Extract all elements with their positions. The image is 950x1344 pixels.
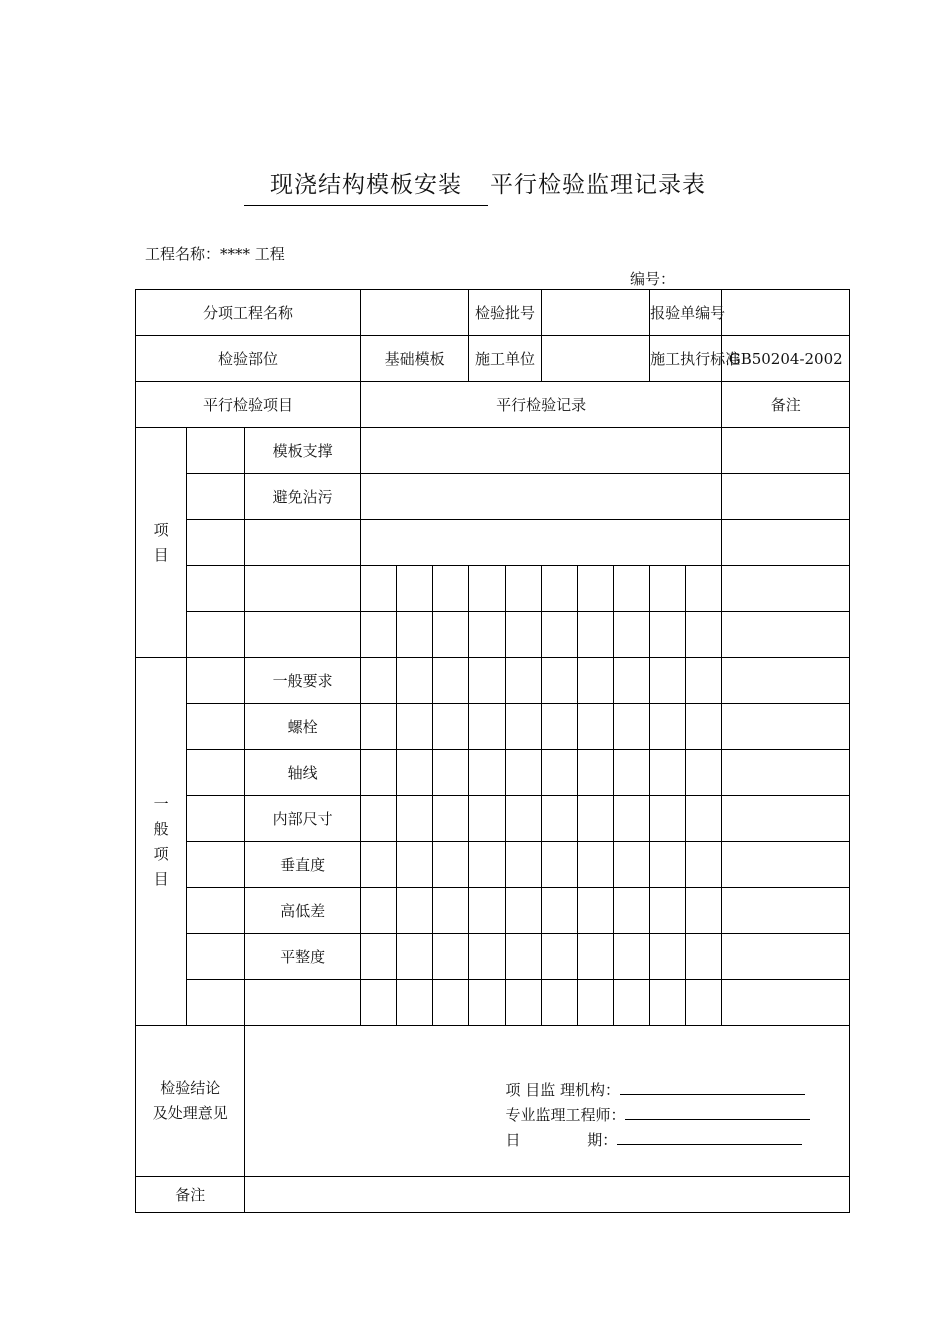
general-items-label: 一 般 项 目 xyxy=(136,658,187,1026)
table-cell[interactable] xyxy=(187,888,245,934)
batch-value[interactable] xyxy=(541,290,649,336)
record-cell[interactable] xyxy=(360,704,396,750)
record-cell[interactable] xyxy=(397,980,433,1026)
report-label: 报验单编号 xyxy=(650,290,722,336)
record-cell[interactable] xyxy=(469,566,505,612)
item-name-label: 分项工程名称 xyxy=(136,290,361,336)
unit-value[interactable] xyxy=(541,336,649,382)
record-cell[interactable] xyxy=(613,980,649,1026)
record-cell[interactable] xyxy=(360,934,396,980)
record-cell[interactable] xyxy=(577,980,613,1026)
record-cell[interactable] xyxy=(686,704,722,750)
engineer-line[interactable] xyxy=(625,1105,810,1120)
record-cell[interactable] xyxy=(360,658,396,704)
part-label: 检验部位 xyxy=(136,336,361,382)
record-cell[interactable] xyxy=(360,474,721,520)
record-cell[interactable] xyxy=(686,750,722,796)
note-cell[interactable] xyxy=(722,796,850,842)
table-cell[interactable] xyxy=(187,750,245,796)
main-items-label: 项 目 xyxy=(136,428,187,658)
record-cell[interactable] xyxy=(360,566,396,612)
record-cell[interactable] xyxy=(686,612,722,658)
general-item-name: 轴线 xyxy=(245,750,361,796)
record-cell[interactable] xyxy=(650,566,686,612)
record-cell[interactable] xyxy=(686,842,722,888)
record-cell[interactable] xyxy=(397,750,433,796)
col-note-header: 备注 xyxy=(722,382,850,428)
main-item-name xyxy=(245,612,361,658)
record-cell[interactable] xyxy=(577,612,613,658)
title-underlined: 现浇结构模板安装 xyxy=(244,166,488,206)
record-cell[interactable] xyxy=(686,658,722,704)
record-cell[interactable] xyxy=(469,658,505,704)
note-cell[interactable] xyxy=(722,658,850,704)
main-item-name xyxy=(245,520,361,566)
main-item-name: 模板支撑 xyxy=(245,428,361,474)
record-cell[interactable] xyxy=(541,612,577,658)
record-cell[interactable] xyxy=(360,750,396,796)
record-cell[interactable] xyxy=(469,612,505,658)
record-cell[interactable] xyxy=(686,796,722,842)
record-cell[interactable] xyxy=(397,658,433,704)
record-cell[interactable] xyxy=(397,612,433,658)
record-cell[interactable] xyxy=(397,796,433,842)
record-cell[interactable] xyxy=(541,566,577,612)
record-cell[interactable] xyxy=(433,750,469,796)
record-cell[interactable] xyxy=(469,888,505,934)
note-cell[interactable] xyxy=(722,980,850,1026)
report-value[interactable] xyxy=(722,290,850,336)
record-cell[interactable] xyxy=(650,842,686,888)
main-item-name xyxy=(245,566,361,612)
general-item-name: 垂直度 xyxy=(245,842,361,888)
record-cell[interactable] xyxy=(469,796,505,842)
record-cell[interactable] xyxy=(505,750,541,796)
record-cell[interactable] xyxy=(360,980,396,1026)
record-cell[interactable] xyxy=(577,750,613,796)
record-cell[interactable] xyxy=(360,428,721,474)
record-cell[interactable] xyxy=(433,888,469,934)
remark-value[interactable] xyxy=(245,1177,850,1213)
record-cell[interactable] xyxy=(577,796,613,842)
record-cell[interactable] xyxy=(577,566,613,612)
record-cell[interactable] xyxy=(650,980,686,1026)
table-cell[interactable] xyxy=(187,796,245,842)
engineer-label: 专业监理工程师： xyxy=(505,1106,626,1124)
record-cell[interactable] xyxy=(360,520,721,566)
record-cell[interactable] xyxy=(360,842,396,888)
record-cell[interactable] xyxy=(613,842,649,888)
record-cell[interactable] xyxy=(541,842,577,888)
record-cell[interactable] xyxy=(541,796,577,842)
note-cell[interactable] xyxy=(722,888,850,934)
record-cell[interactable] xyxy=(505,888,541,934)
record-cell[interactable] xyxy=(613,750,649,796)
title-rest: 平行检验监理记录表 xyxy=(490,172,706,198)
table-cell[interactable] xyxy=(187,980,245,1026)
note-cell[interactable] xyxy=(722,704,850,750)
record-cell[interactable] xyxy=(541,704,577,750)
code-label: 编号： xyxy=(630,270,676,288)
unit-label: 施工单位 xyxy=(469,336,541,382)
record-cell[interactable] xyxy=(397,566,433,612)
record-cell[interactable] xyxy=(505,980,541,1026)
record-cell[interactable] xyxy=(613,704,649,750)
general-item-name: 内部尺寸 xyxy=(245,796,361,842)
table-cell[interactable] xyxy=(187,934,245,980)
inspection-table xyxy=(135,289,850,1213)
date-line[interactable] xyxy=(617,1130,802,1145)
table-cell[interactable] xyxy=(187,704,245,750)
table-cell[interactable] xyxy=(187,474,245,520)
item-name-value[interactable] xyxy=(360,290,468,336)
record-cell[interactable] xyxy=(505,796,541,842)
general-item-name: 螺栓 xyxy=(245,704,361,750)
record-cell[interactable] xyxy=(686,888,722,934)
record-cell[interactable] xyxy=(650,612,686,658)
record-cell[interactable] xyxy=(650,658,686,704)
record-cell[interactable] xyxy=(360,612,396,658)
general-item-name: 一般要求 xyxy=(245,658,361,704)
record-cell[interactable] xyxy=(433,658,469,704)
record-cell[interactable] xyxy=(577,658,613,704)
record-cell[interactable] xyxy=(650,704,686,750)
record-cell[interactable] xyxy=(541,658,577,704)
conclusion-area[interactable] xyxy=(245,1026,850,1177)
record-cell[interactable] xyxy=(650,888,686,934)
standard-value[interactable]: GB50204-2002 xyxy=(722,336,850,382)
record-cell[interactable] xyxy=(469,842,505,888)
record-cell[interactable] xyxy=(613,888,649,934)
record-cell[interactable] xyxy=(613,566,649,612)
supervision-org-line[interactable] xyxy=(620,1080,805,1095)
record-cell[interactable] xyxy=(469,934,505,980)
project-name: 工程名称：**** 工程 xyxy=(145,245,285,263)
record-cell[interactable] xyxy=(469,980,505,1026)
record-cell[interactable] xyxy=(505,842,541,888)
record-cell[interactable] xyxy=(613,796,649,842)
record-cell[interactable] xyxy=(397,934,433,980)
table-cell[interactable] xyxy=(187,612,245,658)
record-cell[interactable] xyxy=(650,796,686,842)
record-cell[interactable] xyxy=(613,658,649,704)
record-cell[interactable] xyxy=(433,704,469,750)
record-cell[interactable] xyxy=(541,980,577,1026)
main-item-name: 避免沾污 xyxy=(245,474,361,520)
batch-label: 检验批号 xyxy=(469,290,541,336)
signature-block xyxy=(505,1078,810,1153)
record-cell[interactable] xyxy=(686,980,722,1026)
record-cell[interactable] xyxy=(541,750,577,796)
record-cell[interactable] xyxy=(433,796,469,842)
record-cell[interactable] xyxy=(469,750,505,796)
record-cell[interactable] xyxy=(577,888,613,934)
note-cell[interactable] xyxy=(722,612,850,658)
record-cell[interactable] xyxy=(433,566,469,612)
record-cell[interactable] xyxy=(433,612,469,658)
table-cell[interactable] xyxy=(187,658,245,704)
record-cell[interactable] xyxy=(686,566,722,612)
record-cell[interactable] xyxy=(577,842,613,888)
record-cell[interactable] xyxy=(505,704,541,750)
record-cell[interactable] xyxy=(433,842,469,888)
record-cell[interactable] xyxy=(650,750,686,796)
date-label: 日 期： xyxy=(505,1131,618,1149)
general-item-name: 高低差 xyxy=(245,888,361,934)
record-cell[interactable] xyxy=(541,888,577,934)
record-cell[interactable] xyxy=(505,566,541,612)
table-cell[interactable] xyxy=(187,428,245,474)
note-cell[interactable] xyxy=(722,842,850,888)
record-cell[interactable] xyxy=(541,934,577,980)
document-title xyxy=(0,166,950,206)
note-cell[interactable] xyxy=(722,934,850,980)
record-cell[interactable] xyxy=(613,934,649,980)
table-cell[interactable] xyxy=(187,842,245,888)
record-cell[interactable] xyxy=(397,888,433,934)
record-cell[interactable] xyxy=(505,612,541,658)
record-cell[interactable] xyxy=(686,934,722,980)
record-cell[interactable] xyxy=(613,612,649,658)
record-cell[interactable] xyxy=(577,704,613,750)
record-cell[interactable] xyxy=(397,704,433,750)
record-cell[interactable] xyxy=(360,796,396,842)
general-item-name: 平整度 xyxy=(245,934,361,980)
note-cell[interactable] xyxy=(722,750,850,796)
note-cell[interactable] xyxy=(722,520,850,566)
conclusion-label: 检验结论 及处理意见 xyxy=(136,1026,245,1177)
standard-label: 施工执行标准 xyxy=(650,336,722,382)
record-cell[interactable] xyxy=(397,842,433,888)
record-cell[interactable] xyxy=(433,934,469,980)
general-item-name xyxy=(245,980,361,1026)
record-cell[interactable] xyxy=(505,934,541,980)
record-cell[interactable] xyxy=(650,934,686,980)
col-item-header: 平行检验项目 xyxy=(136,382,361,428)
note-cell[interactable] xyxy=(722,566,850,612)
remark-label: 备注 xyxy=(136,1177,245,1213)
record-cell[interactable] xyxy=(505,658,541,704)
note-cell[interactable] xyxy=(722,474,850,520)
record-cell[interactable] xyxy=(433,980,469,1026)
col-record-header: 平行检验记录 xyxy=(360,382,721,428)
note-cell[interactable] xyxy=(722,428,850,474)
table-cell[interactable] xyxy=(187,520,245,566)
supervision-org-label: 项 目监 理机构： xyxy=(505,1081,620,1099)
record-cell[interactable] xyxy=(360,888,396,934)
record-cell[interactable] xyxy=(577,934,613,980)
table-cell[interactable] xyxy=(187,566,245,612)
part-value[interactable]: 基础模板 xyxy=(360,336,468,382)
record-cell[interactable] xyxy=(469,704,505,750)
